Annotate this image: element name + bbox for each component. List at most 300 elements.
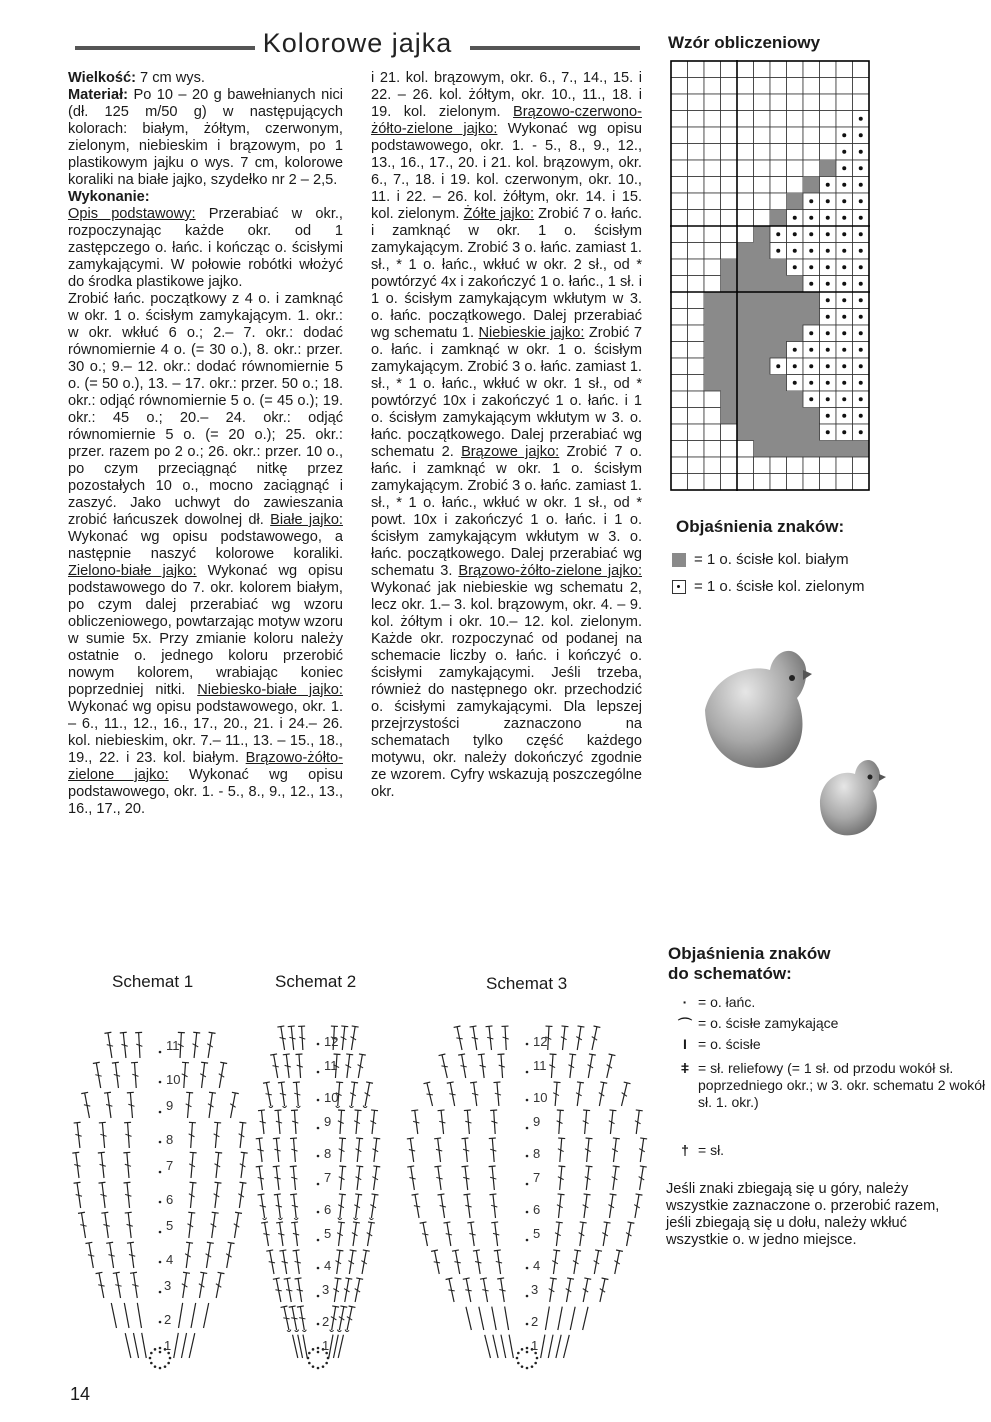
- grid-cell: [721, 61, 738, 78]
- grid-cell: [770, 210, 787, 227]
- chain-mark: [169, 1357, 172, 1360]
- double-crochet-mark: [208, 1212, 218, 1238]
- single-crochet-mark: [558, 1307, 562, 1330]
- grid-cell: [721, 309, 738, 326]
- grid-cell: [787, 292, 804, 309]
- relief-stitch-mark: [368, 1194, 379, 1220]
- chain-mark: [521, 1365, 524, 1368]
- double-crochet-mark: [273, 1166, 283, 1190]
- size-text: 7 cm wys.: [136, 70, 205, 86]
- single-crochet-mark: [541, 1335, 545, 1358]
- round-number: 2: [531, 1314, 539, 1329]
- double-crochet-mark: [548, 1054, 557, 1078]
- grid-dot: [826, 298, 830, 302]
- double-crochet-mark: [610, 1138, 620, 1162]
- double-crochet-mark: [125, 1212, 135, 1238]
- double-crochet-mark: [98, 1152, 108, 1178]
- symbol-slip: [672, 1015, 988, 1035]
- grid-cell: [688, 358, 705, 375]
- crocheted-hens-photo: [695, 640, 925, 840]
- grid-cell: [671, 325, 688, 342]
- legend-row-green: [672, 578, 865, 595]
- double-crochet-mark: [354, 1138, 363, 1162]
- double-crochet-mark: [370, 1138, 380, 1162]
- double-crochet-mark: [438, 1194, 448, 1219]
- grid-cell: [754, 210, 771, 227]
- grid-cell: [721, 160, 738, 177]
- grid-cell: [754, 226, 771, 243]
- double-crochet-mark: [270, 1054, 281, 1079]
- double-crochet-mark: [596, 1082, 607, 1107]
- double-crochet-mark: [290, 1166, 299, 1190]
- grid-cell: [721, 78, 738, 95]
- grid-cell: [737, 441, 754, 458]
- grid-dot: [859, 199, 863, 203]
- grid-cell: [836, 474, 853, 491]
- relief-stitch-mark: [258, 1194, 269, 1220]
- chain-mark: [526, 1155, 529, 1158]
- scheme-2-label: Schemat 2: [275, 972, 357, 991]
- relief-stitch-mark: [336, 1194, 346, 1220]
- filled-square-icon: [672, 553, 686, 567]
- round-number: 5: [166, 1218, 174, 1233]
- double-crochet-mark: [637, 1138, 647, 1163]
- grid-cell: [787, 441, 804, 458]
- relief-stitch-mark: [289, 1306, 301, 1332]
- grid-cell: [721, 144, 738, 161]
- chain-mark: [526, 1043, 529, 1046]
- double-crochet-mark: [420, 1222, 431, 1247]
- grid-cell: [836, 78, 853, 95]
- chain-mark: [526, 1211, 529, 1214]
- symbol-single: [672, 1036, 988, 1053]
- single-crochet-mark: [174, 1333, 179, 1358]
- grid-cell: [836, 457, 853, 474]
- grid-cell: [688, 441, 705, 458]
- double-crochet-mark: [434, 1166, 444, 1191]
- grid-cell: [737, 94, 754, 111]
- grid-cell: [803, 457, 820, 474]
- grid-cell: [671, 375, 688, 392]
- chain-mark: [317, 1323, 320, 1326]
- grid-dot: [842, 414, 846, 418]
- grid-cell: [704, 408, 721, 425]
- grid-cell: [737, 61, 754, 78]
- brown-yellow-green-egg-2-label: Brązowo-żółto-zielone jajko:: [458, 563, 642, 579]
- grid-dot: [826, 282, 830, 286]
- grid-cell: [787, 111, 804, 128]
- chain-mark: [317, 1183, 320, 1186]
- grid-cell: [754, 325, 771, 342]
- grid-cell: [721, 457, 738, 474]
- double-crochet-mark: [81, 1092, 93, 1118]
- grid-cell: [787, 276, 804, 293]
- symbol-slip-text: = o. ścisłe zamykające: [698, 1015, 839, 1031]
- double-crochet-mark: [353, 1110, 362, 1134]
- chain-mark: [159, 1171, 162, 1174]
- double-crochet-mark: [331, 1278, 342, 1303]
- grid-cell: [754, 177, 771, 194]
- basic-text-2: Zrobić łańc. początkowy z 4 o. i zamknąć w okr. 1 o. ścisłym zamykającym. 1. okr.: w okr. wkłuć 6 o.; 2.– 7. okr.: dodać równomiernie 4 o. (= 30 o.), 8. okr.: przer. 30 o.; 9.– 12. okr.: dodać równomiernie 5 o. (= 50 o.), 13. – 17. okr.: przer. 50 o.; 18. okr.: odjąć równomiernie 5 o. (= 45 o.); 19. okr.: 45 o.; 20.– 24. okr.: odjąć równomiernie 5 o. (= 20 o.); 25. okr.: przer. razem po 2 o.; 26. okr.: przer. 10 o., po czym przeciągnąć nitkę przez pozostałych 10 o., mocno zaciągnąć i zaszyć. Jako uchwyt do zawieszania zrobić łańcuszek dowolnej dł.: [68, 291, 343, 528]
- single-crochet-mark: [583, 1307, 588, 1330]
- grid-dot: [809, 397, 813, 401]
- grid-cell: [754, 408, 771, 425]
- grid-cell: [737, 111, 754, 128]
- double-crochet-mark: [464, 1110, 473, 1134]
- scheme-3-label: Schemat 3: [486, 974, 568, 993]
- single-crochet-mark: [545, 1307, 549, 1330]
- chain-mark: [526, 1099, 529, 1102]
- grid-dot: [793, 249, 797, 253]
- grid-cell: [688, 78, 705, 95]
- double-crochet-mark: [274, 1110, 283, 1134]
- grid-cell: [770, 127, 787, 144]
- grid-cell: [754, 144, 771, 161]
- grid-cell: [688, 391, 705, 408]
- double-crochet-mark: [350, 1222, 360, 1247]
- grid-cell: [820, 144, 837, 161]
- grid-cell: [787, 309, 804, 326]
- grid-dot: [826, 315, 830, 319]
- grid-cell: [754, 111, 771, 128]
- grid-dot: [776, 364, 780, 368]
- pattern-grid: [670, 60, 870, 491]
- grid-cell: [770, 408, 787, 425]
- grid-dot: [859, 232, 863, 236]
- double-crochet-mark: [187, 1122, 196, 1148]
- blue-egg-label: Niebieskie jajko:: [478, 325, 585, 341]
- round-number: 9: [533, 1114, 541, 1129]
- grid-cell: [688, 177, 705, 194]
- grid-cell: [737, 375, 754, 392]
- chain-mark: [526, 1347, 529, 1350]
- pattern-grid-title: Wzór obliczeniowy: [668, 33, 821, 52]
- double-crochet-mark: [491, 1222, 501, 1246]
- grid-cell: [704, 391, 721, 408]
- grid-dot: [859, 331, 863, 335]
- grid-cell: [721, 408, 738, 425]
- chain-mark: [150, 1362, 153, 1365]
- double-crochet-mark: [618, 1082, 630, 1107]
- relief-stitch-mark: [352, 1194, 362, 1220]
- double-crochet-mark: [288, 1026, 297, 1050]
- double-crochet-mark: [589, 1026, 601, 1051]
- grid-dot: [793, 232, 797, 236]
- grid-cell: [770, 391, 787, 408]
- double-crochet-mark: [213, 1272, 225, 1298]
- grid-cell: [688, 210, 705, 227]
- chain-mark: [317, 1071, 320, 1074]
- chain-mark: [150, 1352, 153, 1355]
- grid-cell: [721, 325, 738, 342]
- chain-mark: [308, 1352, 311, 1355]
- grid-cell: [671, 408, 688, 425]
- chain-mark: [317, 1155, 320, 1158]
- grid-dot: [842, 397, 846, 401]
- double-crochet-mark: [583, 1166, 593, 1190]
- round-number: 11: [166, 1038, 180, 1053]
- double-crochet-mark: [431, 1250, 443, 1275]
- chain-mark: [317, 1351, 320, 1354]
- chain-mark: [154, 1365, 157, 1368]
- grid-cell: [721, 243, 738, 260]
- grid-cell: [737, 78, 754, 95]
- symbol-relief: [672, 1060, 988, 1111]
- title-rule-right: [470, 46, 640, 50]
- grid-cell: [770, 276, 787, 293]
- single-crochet-mark: [125, 1333, 131, 1358]
- grid-cell: [787, 474, 804, 491]
- double-crochet-mark: [556, 1166, 565, 1190]
- double-crochet-mark: [566, 1054, 576, 1078]
- double-crochet-mark: [223, 1242, 234, 1268]
- round-number: 3: [322, 1282, 330, 1297]
- grid-cell: [754, 441, 771, 458]
- grid-cell: [787, 160, 804, 177]
- double-crochet-mark: [333, 1250, 343, 1275]
- single-crochet-icon: I: [683, 1036, 687, 1052]
- double-crochet-mark: [600, 1222, 611, 1247]
- chain-mark: [536, 1357, 539, 1360]
- grid-cell: [688, 342, 705, 359]
- chain-mark: [526, 1323, 529, 1326]
- legend-title: Objaśnienia znaków:: [676, 517, 845, 536]
- chain-mark: [516, 1357, 519, 1360]
- single-crochet-mark: [293, 1335, 298, 1358]
- grid-cell: [721, 193, 738, 210]
- single-crochet-mark: [505, 1307, 509, 1330]
- double-crochet-mark: [458, 1054, 469, 1079]
- grid-dot: [809, 282, 813, 286]
- grid-cell: [803, 144, 820, 161]
- double-crochet-mark: [480, 1278, 491, 1303]
- grid-cell: [737, 177, 754, 194]
- chain-mark: [526, 1295, 529, 1298]
- grid-dot: [809, 216, 813, 220]
- yellow-egg-text: Zrobić 7 o. łańc. i zamknąć w okr. 1 o. ścisłym zamykającym. Zrobić 3 o. łańc. zamiast 1. sł., * 1 o. łańc., wkłuć w okr. 2 sł., od * powtórzyć 4x i zakończyć 1 o. łańc., 1 sł. i 1 o. ścisłym zamykającym wkłutym w 3. o. łańc. początkowego. Dalej przerabiać wg schematu 1.: [371, 206, 642, 341]
- grid-cell: [704, 127, 721, 144]
- chain-mark: [159, 1111, 162, 1114]
- grid-cell: [704, 61, 721, 78]
- grid-dot: [842, 282, 846, 286]
- grid-cell: [803, 61, 820, 78]
- double-crochet-mark: [180, 1062, 189, 1088]
- grid-cell: [688, 61, 705, 78]
- grid-cell: [704, 457, 721, 474]
- double-crochet-mark: [348, 1026, 359, 1051]
- round-number: 8: [533, 1146, 541, 1161]
- double-crochet-mark: [256, 1138, 266, 1162]
- grid-cell: [754, 259, 771, 276]
- double-crochet-mark: [550, 1250, 560, 1275]
- material-text: Po 10 – 20 g bawełnianych nici (dł. 125 m/50 g) w następujących kolorach: białym, żółtym, czerwonym, zielonym, niebieskim i brązowym, po 1 plastikowym jajku o wys. 7 cm, kolorowe koraliki na białe jajko, szydełko nr 2 – 2,5.: [68, 87, 343, 188]
- grid-dot: [826, 381, 830, 385]
- single-crochet-mark: [338, 1335, 343, 1358]
- double-crochet-mark: [546, 1278, 557, 1303]
- double-crochet-mark: [611, 1250, 623, 1275]
- single-crochet-mark: [570, 1307, 575, 1330]
- double-crochet-mark: [74, 1122, 84, 1148]
- grid-cell: [737, 408, 754, 425]
- double-crochet-mark: [135, 1032, 143, 1058]
- double-crochet-mark: [112, 1062, 122, 1088]
- double-crochet-mark: [489, 1194, 499, 1218]
- double-crochet-mark: [585, 1054, 596, 1079]
- grid-cell: [754, 127, 771, 144]
- double-crochet-mark: [552, 1082, 561, 1106]
- double-crochet-mark: [120, 1032, 130, 1058]
- double-crochet-mark: [74, 1182, 85, 1208]
- scheme-2-diagram: [250, 995, 390, 1380]
- grid-cell: [704, 325, 721, 342]
- grid-dot: [826, 183, 830, 187]
- grid-dot: [826, 265, 830, 269]
- grid-cell: [820, 474, 837, 491]
- double-crochet-mark: [556, 1138, 565, 1162]
- page-title: Kolorowe jajka: [262, 28, 453, 58]
- grid-dot: [776, 232, 780, 236]
- grid-cell: [820, 94, 837, 111]
- double-crochet-mark: [606, 1194, 616, 1219]
- double-crochet-mark: [354, 1166, 364, 1190]
- double-crochet-mark: [597, 1278, 609, 1303]
- grid-cell: [803, 309, 820, 326]
- grid-cell: [704, 259, 721, 276]
- round-number: 8: [166, 1132, 174, 1147]
- double-crochet-mark: [407, 1166, 418, 1191]
- grid-dot: [842, 315, 846, 319]
- double-crochet-mark: [127, 1092, 136, 1118]
- grid-cell: [671, 342, 688, 359]
- double-crochet-mark: [346, 1250, 357, 1275]
- double-crochet-mark: [124, 1182, 134, 1208]
- grid-cell: [688, 111, 705, 128]
- grid-cell: [721, 94, 738, 111]
- grid-cell: [721, 127, 738, 144]
- relief-stitch-mark: [263, 1082, 275, 1108]
- grid-cell: [671, 259, 688, 276]
- grid-cell: [836, 94, 853, 111]
- single-crochet-mark: [329, 1335, 333, 1358]
- chain-mark: [317, 1127, 320, 1130]
- basic-paragraph-2: [68, 291, 343, 818]
- grid-cell: [737, 259, 754, 276]
- size-label: Wielkość:: [68, 70, 136, 86]
- single-crochet-mark: [493, 1335, 498, 1358]
- double-crochet-mark: [198, 1062, 208, 1088]
- relief-stitch-mark: [297, 1306, 308, 1332]
- chain-mark: [317, 1367, 320, 1370]
- brown-red-yellow-green-egg-text: Wykonać wg opisu podstawowego, okr. 1. - 5., 8., 9., 12., 13., 16., 17., 20. i 21. kol. brązowym, okr. 6., 7., 18. i 19. kol. czerwonym, okr. 10., 11. i 22. – 26. kol. żółtym, okr. 14. i 15. kol. zielonym.: [371, 121, 643, 222]
- grid-cell: [671, 160, 688, 177]
- grid-dot: [793, 216, 797, 220]
- grid-cell: [671, 144, 688, 161]
- grid-cell: [671, 226, 688, 243]
- grid-dot: [826, 199, 830, 203]
- double-crochet-icon: †: [681, 1142, 689, 1158]
- grid-dot: [809, 265, 813, 269]
- grid-cell: [787, 61, 804, 78]
- grid-cell: [770, 457, 787, 474]
- grid-cell: [704, 226, 721, 243]
- grid-cell: [787, 193, 804, 210]
- grid-dot: [826, 348, 830, 352]
- double-crochet-mark: [439, 1054, 451, 1079]
- grid-cell: [721, 391, 738, 408]
- grid-cell: [721, 276, 738, 293]
- single-crochet-mark: [485, 1335, 491, 1358]
- round-number: 7: [324, 1170, 332, 1185]
- single-crochet-mark: [564, 1335, 570, 1358]
- grid-dot: [809, 232, 813, 236]
- grid-cell: [671, 358, 688, 375]
- grid-cell: [737, 144, 754, 161]
- grid-dot: [859, 265, 863, 269]
- single-crochet-mark: [492, 1307, 496, 1330]
- round-number: 4: [166, 1252, 174, 1267]
- double-crochet-mark: [188, 1152, 197, 1178]
- double-crochet-mark: [185, 1212, 195, 1238]
- grid-dot: [826, 397, 830, 401]
- double-crochet-mark: [463, 1278, 474, 1303]
- grid-cell: [754, 424, 771, 441]
- grid-cell: [787, 177, 804, 194]
- grid-dot: [826, 249, 830, 253]
- grid-dot: [809, 348, 813, 352]
- double-crochet-mark: [196, 1272, 207, 1298]
- double-crochet-mark: [447, 1082, 458, 1107]
- single-crochet-mark: [191, 1303, 196, 1328]
- grid-cell: [671, 78, 688, 95]
- round-number: 4: [533, 1258, 541, 1273]
- grid-cell: [803, 177, 820, 194]
- grid-cell: [853, 78, 870, 95]
- double-crochet-mark: [423, 1082, 435, 1107]
- double-crochet-mark: [636, 1166, 647, 1191]
- grid-dot: [842, 216, 846, 220]
- grid-dot: [842, 381, 846, 385]
- double-crochet-mark: [291, 1222, 301, 1246]
- round-number: 3: [531, 1282, 539, 1297]
- grid-cell: [787, 144, 804, 161]
- chain-mark: [308, 1362, 311, 1365]
- double-crochet-mark: [203, 1242, 214, 1268]
- chain-mark: [159, 1291, 162, 1294]
- chain-mark: [526, 1127, 529, 1130]
- grid-cell: [671, 127, 688, 144]
- grid-cell: [754, 292, 771, 309]
- chain-mark: [317, 1295, 320, 1298]
- grid-cell: [737, 342, 754, 359]
- grid-cell: [721, 342, 738, 359]
- grid-cell: [787, 424, 804, 441]
- grid-dot: [859, 397, 863, 401]
- grid-cell: [671, 177, 688, 194]
- grid-dot: [859, 414, 863, 418]
- chain-mark: [534, 1362, 537, 1365]
- grid-cell: [737, 292, 754, 309]
- round-number: 1: [164, 1338, 172, 1353]
- basic-text: Przerabiać w okr., rozpoczynając każde okr. od 1 zastępczego o. łańc. i kończąc o. ścisłymi zamykającymi. W połowie robótki włożyć do środka plastikowe jajko.: [68, 206, 343, 290]
- double-crochet-mark: [559, 1026, 568, 1050]
- single-crochet-mark: [179, 1303, 183, 1328]
- double-crochet-mark: [273, 1278, 284, 1303]
- relief-stitch-mark: [328, 1306, 339, 1332]
- double-crochet-mark: [283, 1054, 293, 1078]
- chain-mark: [317, 1043, 320, 1046]
- double-crochet-mark: [633, 1110, 643, 1134]
- round-number: 6: [166, 1192, 174, 1207]
